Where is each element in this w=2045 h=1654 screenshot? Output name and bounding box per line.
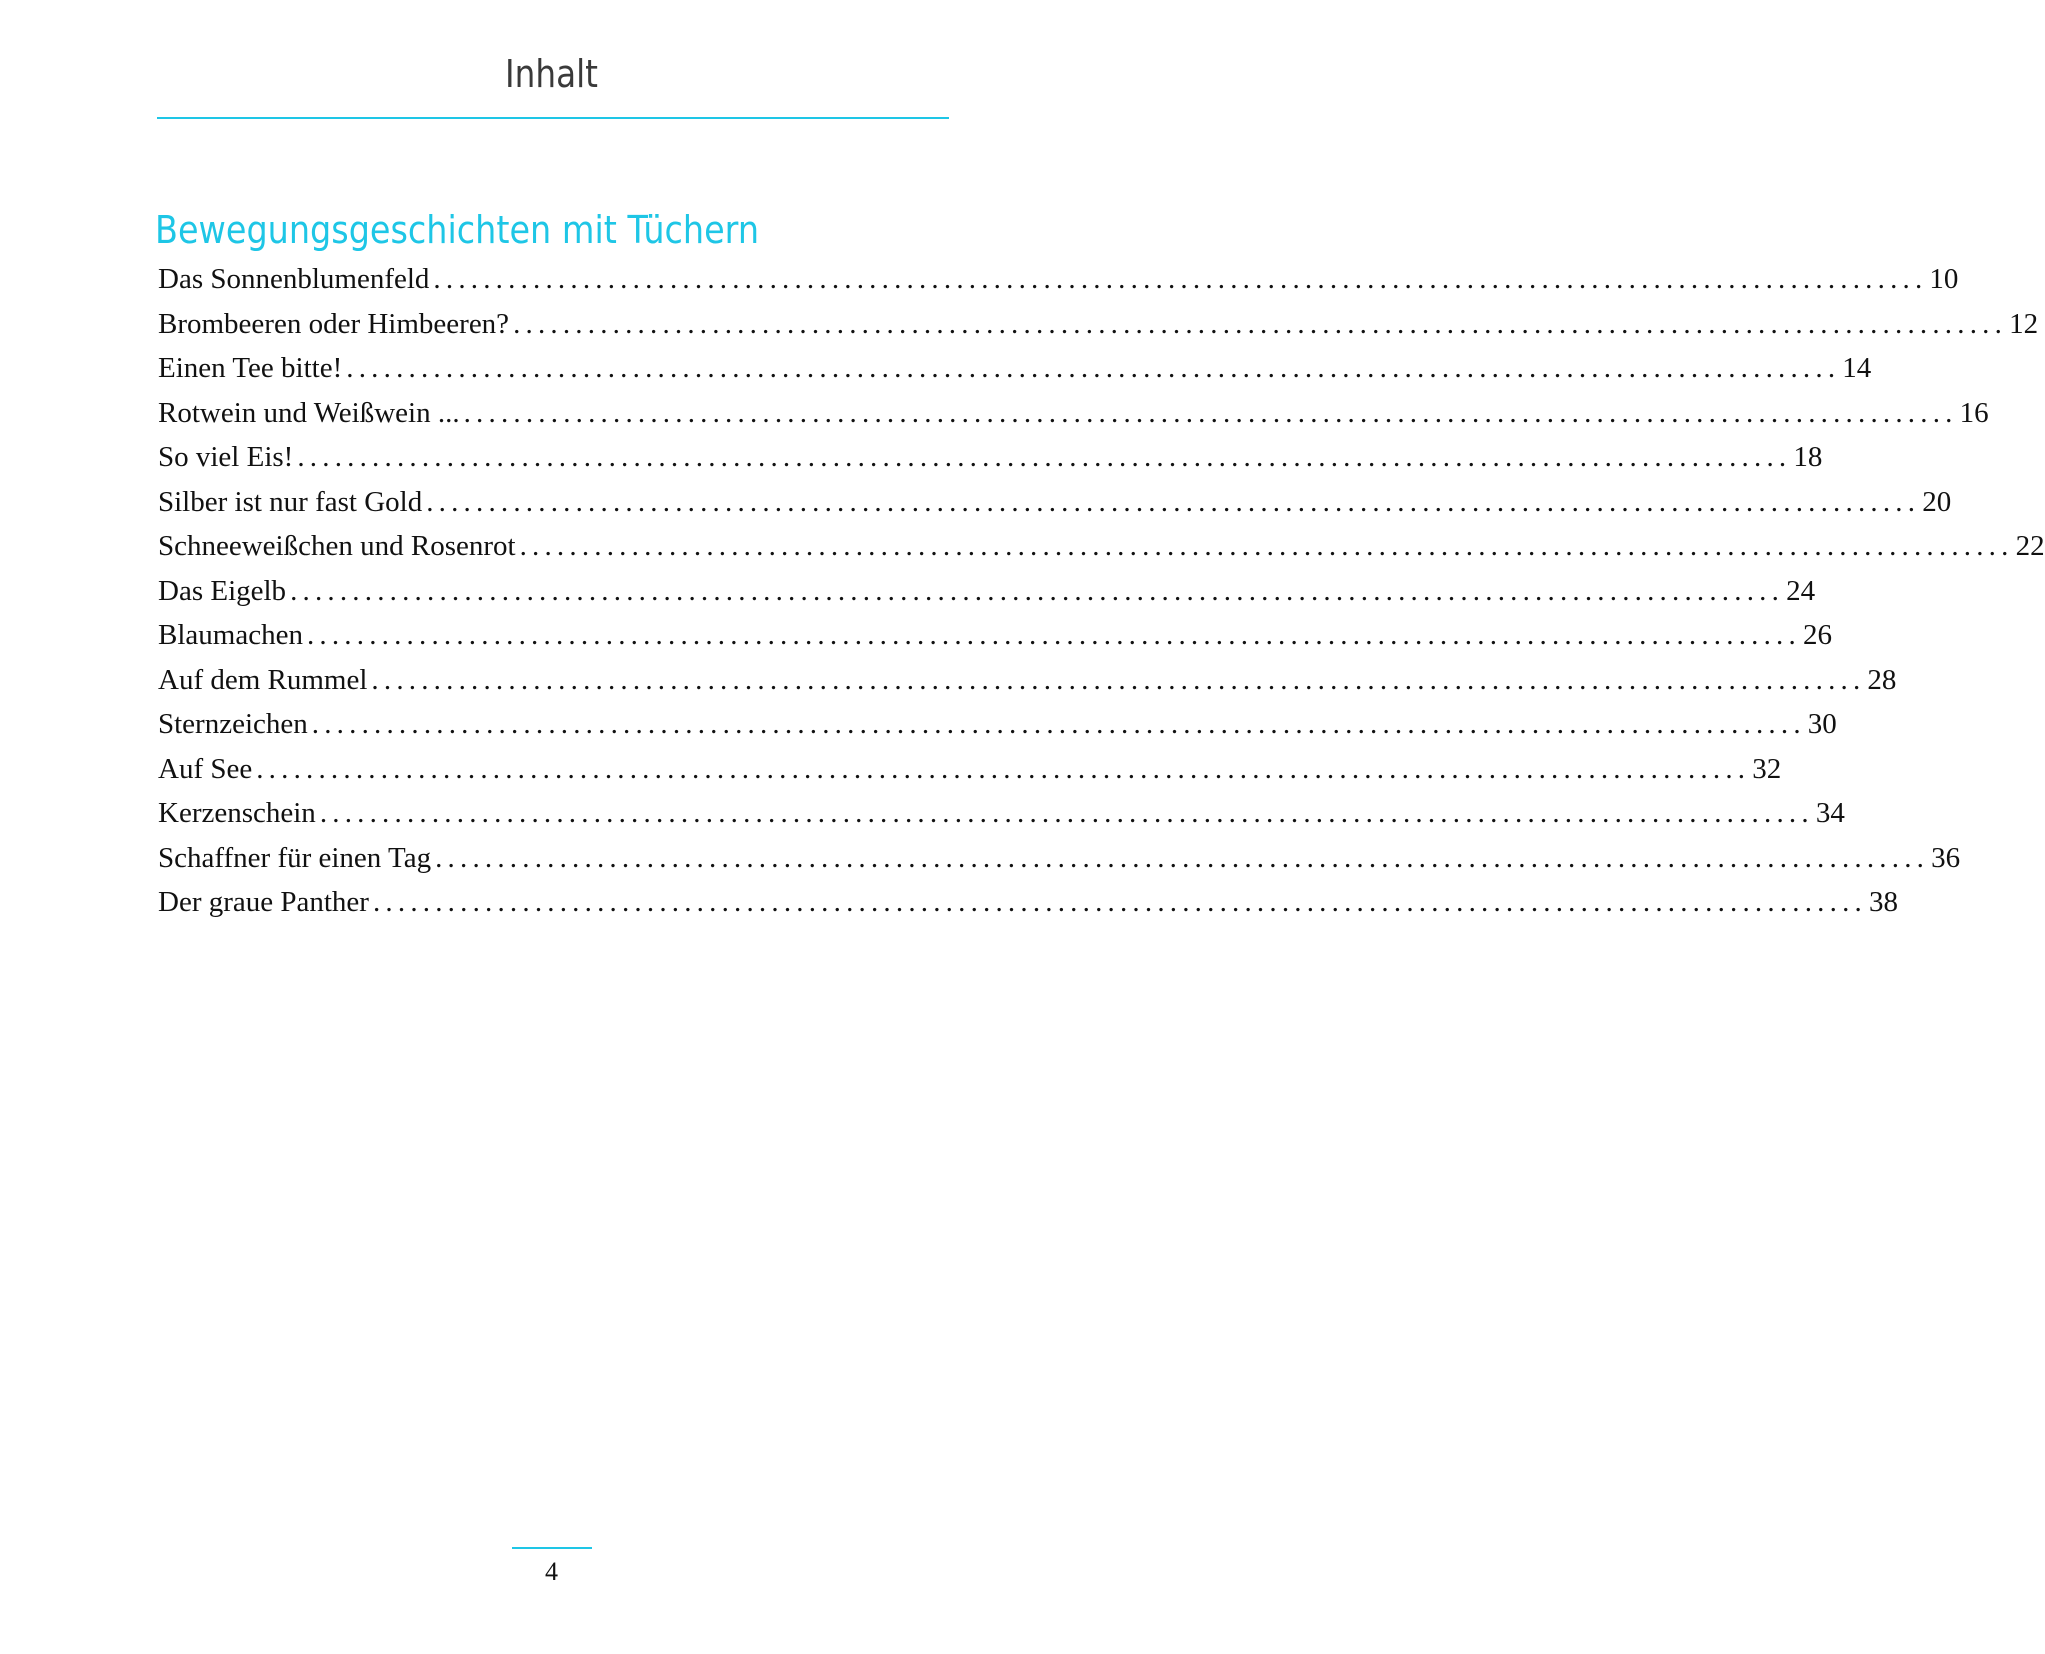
toc-entry-title: So viel Eis! (158, 441, 294, 473)
toc-entry-page: 24 (1786, 574, 1816, 607)
header-rule (157, 117, 949, 119)
toc-entry[interactable] (158, 574, 1816, 620)
toc-entry[interactable] (158, 485, 1952, 531)
dot-leader: ........................................................................................................................ (311, 708, 1806, 740)
dot-leader: ........................................................................................................................ (426, 485, 1921, 518)
toc-entry-title: Rotwein und Weißwein ... (158, 396, 460, 429)
toc-entry-page: 22 (2015, 530, 2045, 562)
toc-entry-title: Silber ist nur fast Gold (158, 485, 423, 518)
dot-leader: ........................................................................................................................ (371, 663, 1866, 696)
toc-entry-title: Kerzenschein (158, 797, 316, 829)
toc-entry-page: 30 (1807, 708, 1837, 740)
toc-entry-title: Sternzeichen (158, 708, 308, 740)
toc-entry[interactable] (158, 530, 2045, 575)
toc-entry-title: Einen Tee bitte! (158, 352, 343, 384)
dot-leader: ........................................................................................................................ (256, 752, 1751, 785)
toc-entry-page: 34 (1815, 797, 1845, 829)
table-of-contents (158, 263, 2045, 931)
dot-leader: ........................................................................................................................ (513, 307, 2008, 340)
dot-leader: ........................................................................................................................ (463, 396, 1958, 429)
dot-leader: ........................................................................................................................ (290, 574, 1785, 607)
toc-entry-title: Schaffner für einen Tag (158, 841, 432, 874)
toc-entry-page: 32 (1752, 752, 1782, 785)
footer-rule (512, 1547, 592, 1549)
toc-entry-title: Brombeeren oder Himbeeren? (158, 307, 510, 340)
toc-entry[interactable] (158, 263, 1959, 308)
toc-entry-page: 16 (1959, 396, 1989, 429)
toc-entry-page: 10 (1929, 263, 1959, 295)
dot-leader: ........................................................................................................................ (319, 797, 1814, 829)
toc-entry[interactable] (158, 352, 1872, 397)
toc-entry-title: Schneeweißchen und Rosenrot (158, 530, 516, 562)
toc-entry[interactable] (158, 663, 1897, 709)
toc-entry[interactable] (158, 307, 2039, 353)
toc-entry-page: 14 (1842, 352, 1872, 384)
toc-entry[interactable] (158, 752, 1782, 798)
dot-leader: ........................................................................................................................ (435, 841, 1930, 874)
toc-entry[interactable] (158, 619, 1832, 664)
toc-entry-page: 18 (1793, 441, 1823, 473)
dot-leader: ........................................................................................................................ (433, 263, 1928, 295)
toc-entry-page: 26 (1802, 619, 1832, 651)
toc-entry[interactable] (158, 708, 1837, 753)
dot-leader: ........................................................................................................................ (297, 441, 1792, 473)
toc-entry-page: 36 (1931, 841, 1961, 874)
dot-leader: ........................................................................................................................ (346, 352, 1841, 384)
toc-entry-title: Das Eigelb (158, 574, 287, 607)
toc-entry-title: Auf See (158, 752, 253, 785)
toc-entry-title: Das Sonnenblumenfeld (158, 263, 430, 295)
toc-entry-page: 20 (1922, 485, 1952, 518)
page-number: 4 (545, 1557, 558, 1586)
toc-entry-title: Auf dem Rummel (158, 663, 368, 696)
toc-entry-page: 38 (1868, 886, 1898, 918)
running-head-title: Inhalt (505, 52, 598, 96)
dot-leader: ........................................................................................................................ (519, 530, 2014, 562)
toc-entry-page: 28 (1867, 663, 1897, 696)
toc-entry[interactable] (158, 797, 1845, 842)
toc-entry[interactable] (158, 841, 1961, 887)
dot-leader: ........................................................................................................................ (372, 886, 1867, 918)
toc-entry-title: Blaumachen (158, 619, 303, 651)
dot-leader: ........................................................................................................................ (306, 619, 1801, 651)
section-title: Bewegungsgeschichten mit Tüchern (155, 208, 760, 252)
toc-entry[interactable] (158, 396, 1989, 442)
toc-entry-page: 12 (2009, 307, 2039, 340)
toc-entry-title: Der graue Panther (158, 886, 369, 918)
toc-entry[interactable] (158, 886, 1898, 931)
toc-entry[interactable] (158, 441, 1823, 486)
